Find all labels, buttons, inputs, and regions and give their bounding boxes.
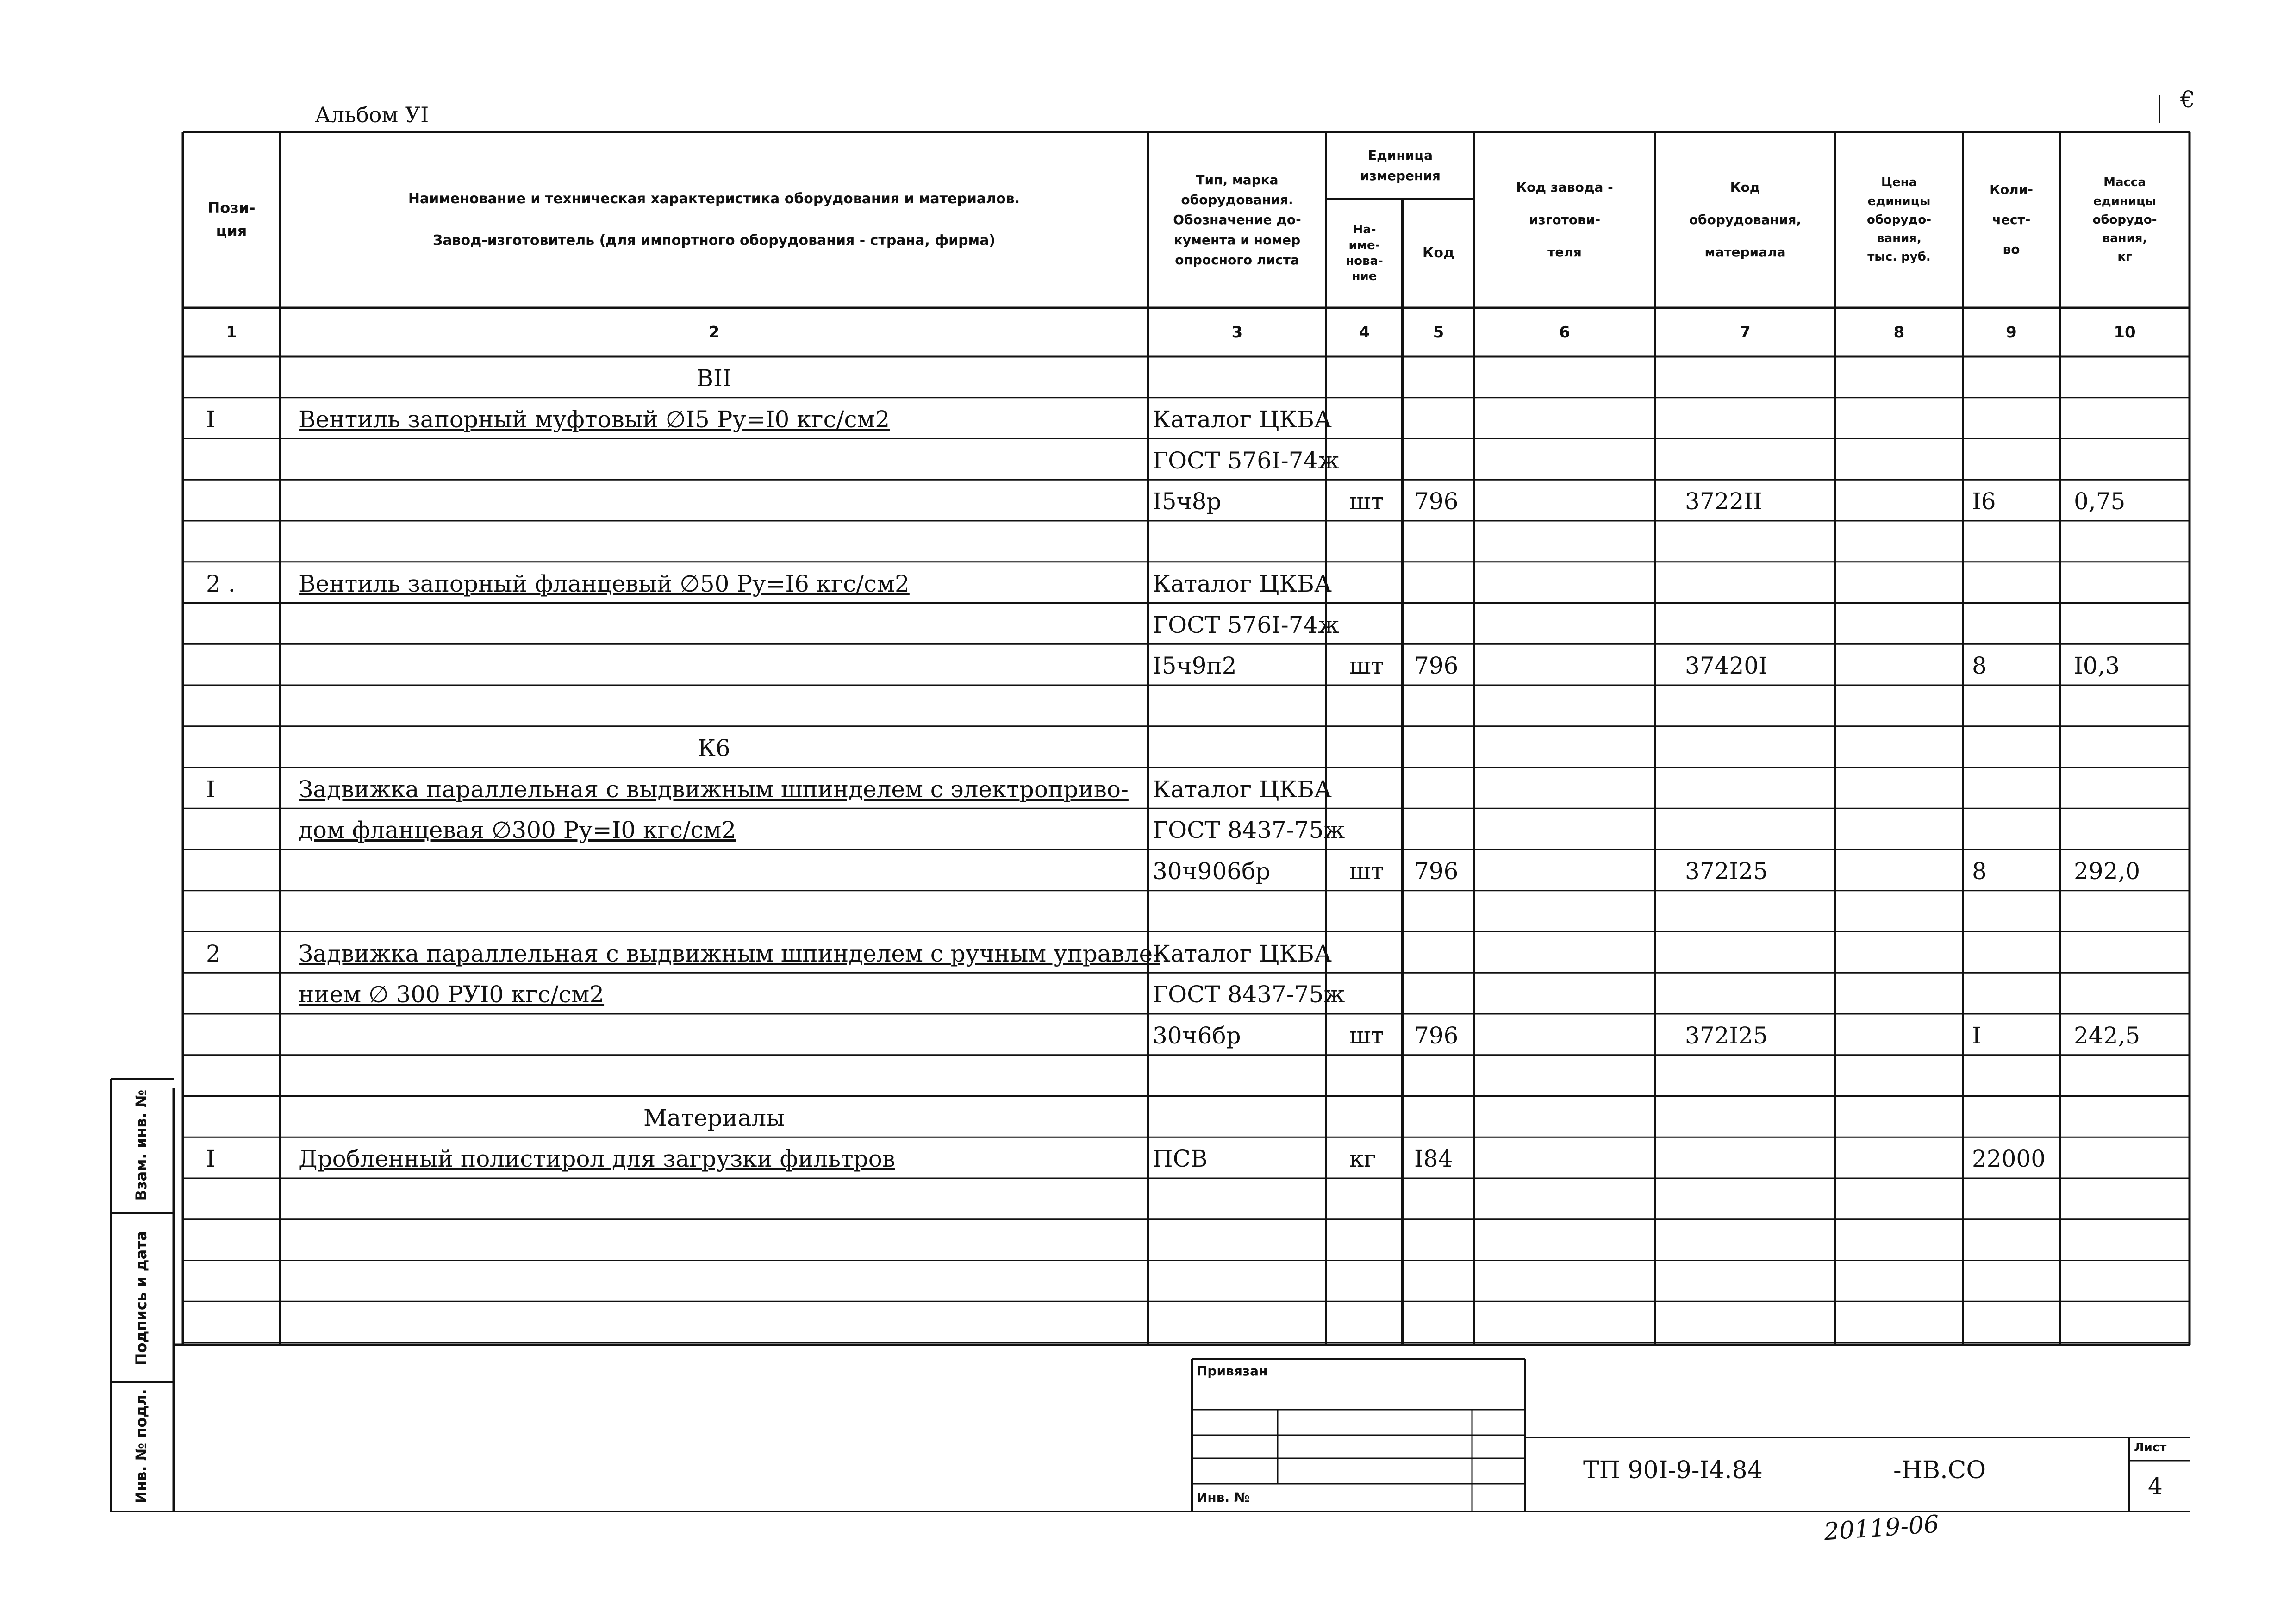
cell-c3: ГОСТ 576I-74ж — [1153, 447, 1340, 474]
column-number: 3 — [1231, 323, 1243, 342]
cell-c7: 372I25 — [1685, 858, 1768, 885]
cell-c5: 796 — [1414, 488, 1459, 515]
cell-c3: 30ч906бр — [1153, 858, 1271, 885]
header-position: Пози- ция — [207, 199, 256, 240]
stamp-signature-date: Подпись и дата — [132, 1230, 150, 1366]
cell-c4: шт — [1349, 488, 1384, 515]
cell-c9: 8 — [1972, 652, 1987, 680]
sheet-label: Лист — [2134, 1441, 2167, 1455]
cell-c4: шт — [1349, 652, 1384, 680]
cell-c2: нием ∅ 300 РУI0 кгс/см2 — [299, 981, 605, 1008]
column-number: 2 — [708, 323, 720, 342]
title-inventory-label: Инв. № — [1197, 1490, 1250, 1505]
cell-c4: кг — [1349, 1145, 1376, 1173]
cell-c2: Материалы — [643, 1104, 785, 1131]
cell-c5: I84 — [1414, 1145, 1453, 1173]
corner-mark: € — [2180, 86, 2195, 113]
header-unit-code: Код — [1422, 245, 1455, 262]
cell-c7: 37420I — [1685, 652, 1768, 680]
cell-c2: Вентиль запорный фланцевый ∅50 Ру=I6 кгс/см2 — [299, 570, 910, 597]
cell-c3: ГОСТ 8437-75ж — [1153, 817, 1345, 844]
cell-c9: I6 — [1972, 488, 1996, 515]
header-quantity: Коли- чест- во — [1990, 182, 2033, 257]
document-suffix: -НВ.СО — [1893, 1456, 1986, 1484]
header-unit-name: На- име- нова- ние — [1346, 222, 1383, 284]
cell-c1: I — [206, 775, 215, 803]
header-factory-code: Код завода - изготови- теля — [1516, 180, 1613, 260]
sheet-number: 4 — [2148, 1473, 2163, 1499]
header-unit-group: Единица измерения — [1360, 148, 1441, 183]
header-type: Тип, марка оборудования. Обозначение до- кумента и номер опросного листа — [1173, 172, 1301, 268]
cell-c4: шт — [1349, 1022, 1384, 1049]
column-number: 6 — [1559, 323, 1570, 342]
column-number: 1 — [226, 323, 237, 342]
cell-c1: 2 — [206, 940, 221, 967]
cell-c3: ГОСТ 8437-75ж — [1153, 981, 1345, 1008]
title-linked-label: Привязан — [1197, 1363, 1268, 1379]
column-number: 5 — [1433, 323, 1444, 342]
cell-c10: 242,5 — [2074, 1022, 2140, 1049]
cell-c3: ПСВ — [1153, 1145, 1208, 1173]
stamp-original-inventory: Инв. № подл. — [132, 1389, 150, 1504]
cell-c1: I — [206, 1145, 215, 1173]
cell-c9: 8 — [1972, 858, 1987, 885]
cell-c3: I5ч8р — [1153, 488, 1222, 515]
cell-c9: 22000 — [1972, 1145, 2046, 1173]
cell-c2: ВII — [696, 365, 732, 392]
column-number: 10 — [2114, 323, 2136, 342]
stamp-replacement-inventory: Взам. инв. № — [132, 1089, 150, 1201]
handwritten-number: 20119-06 — [1823, 1510, 1940, 1546]
cell-c9: I — [1972, 1022, 1981, 1049]
cell-c3: Каталог ЦКБА — [1153, 775, 1332, 803]
header-name: Наименование и техническая характеристика оборудования и материалов. Завод-изготовитель (для импортного оборудования - страна, фирма) — [408, 191, 1020, 249]
cell-c5: 796 — [1414, 1022, 1459, 1049]
cell-c3: Каталог ЦКБА — [1153, 570, 1332, 597]
cell-c2: Задвижка параллельная с выдвижным шпинделем с электроприво- — [299, 775, 1129, 803]
cell-c3: Каталог ЦКБА — [1153, 406, 1332, 433]
cell-c10: 0,75 — [2074, 488, 2126, 515]
cell-c2: Задвижка параллельная с выдвижным шпинделем с ручным управле- — [299, 940, 1161, 967]
cell-c2: дом фланцевая ∅300 Ру=I0 кгс/см2 — [299, 817, 736, 844]
header-mass: Масса единицы оборудо- вания, кг — [2092, 175, 2157, 264]
cell-c7: 3722II — [1685, 488, 1762, 515]
cell-c10: I0,3 — [2074, 652, 2120, 680]
cell-c1: 2 . — [206, 570, 236, 597]
cell-c3: Каталог ЦКБА — [1153, 940, 1332, 967]
column-number: 4 — [1359, 323, 1370, 342]
header-equipment-code: Код оборудования, материала — [1689, 180, 1802, 260]
cell-c7: 372I25 — [1685, 1022, 1768, 1049]
cell-c2: Дробленный полистирол для загрузки фильтров — [299, 1145, 895, 1173]
cell-c5: 796 — [1414, 858, 1459, 885]
album-title: Альбом УI — [315, 102, 429, 127]
cell-c2: К6 — [698, 734, 730, 762]
cell-c3: 30ч6бр — [1153, 1022, 1241, 1049]
column-number: 8 — [1893, 323, 1905, 342]
column-number: 9 — [2006, 323, 2017, 342]
column-number: 7 — [1740, 323, 1751, 342]
cell-c5: 796 — [1414, 652, 1459, 680]
document-code: ТП 90I-9-I4.84 — [1583, 1456, 1763, 1484]
cell-c3: ГОСТ 576I-74ж — [1153, 611, 1340, 638]
cell-c4: шт — [1349, 858, 1384, 885]
header-unit-price: Цена единицы оборудо- вания, тыс. руб. — [1866, 175, 1932, 264]
cell-c2: Вентиль запорный муфтовый ∅I5 Ру=I0 кгс/см2 — [299, 406, 890, 433]
cell-c10: 292,0 — [2074, 858, 2140, 885]
cell-c1: I — [206, 406, 215, 433]
cell-c3: I5ч9п2 — [1153, 652, 1237, 680]
